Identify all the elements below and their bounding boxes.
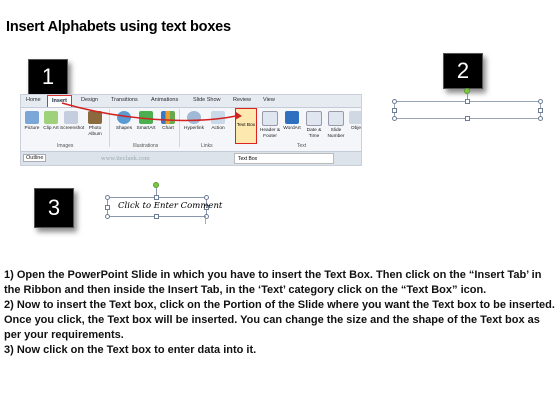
instruction-step-2: 2) Now to insert the Text box, click on the Portion of the Slide where you want the Text box to be inserted. Once you click, the Text box will be inserted. You can change the size and the shape of the Text box as per your requirements. bbox=[4, 299, 555, 341]
tab-home[interactable]: Home bbox=[26, 97, 41, 103]
instructions bbox=[4, 268, 556, 358]
watermark-text: www.iteclank.com bbox=[101, 155, 150, 162]
text-box-tooltip: Text Box bbox=[234, 153, 334, 164]
empty-text-box[interactable] bbox=[394, 101, 541, 119]
header-footer-button[interactable]: Header & Footer bbox=[259, 111, 281, 139]
resize-handle[interactable] bbox=[538, 99, 543, 104]
resize-handle[interactable] bbox=[204, 195, 209, 200]
text-box-button[interactable]: Text Box bbox=[235, 108, 257, 144]
hyperlink-button[interactable]: Hyperlink bbox=[183, 111, 205, 132]
resize-handle[interactable] bbox=[105, 205, 110, 210]
step-1-badge: 1 bbox=[28, 59, 68, 95]
object-button[interactable]: Obje bbox=[345, 111, 362, 132]
slide-number-button[interactable]: Slide Number bbox=[325, 111, 347, 139]
tab-view[interactable]: View bbox=[263, 97, 275, 103]
screenshot-button[interactable]: Screenshot bbox=[60, 111, 82, 132]
resize-handle[interactable] bbox=[105, 214, 110, 219]
resize-handle[interactable] bbox=[154, 214, 159, 219]
tab-animations[interactable]: Animations bbox=[151, 97, 179, 103]
resize-handle[interactable] bbox=[538, 116, 543, 121]
clip-art-button[interactable]: Clip Art bbox=[40, 111, 62, 132]
action-button[interactable]: Action bbox=[207, 111, 229, 132]
chart-button[interactable]: Chart bbox=[157, 111, 179, 132]
step-3-badge: 3 bbox=[34, 188, 74, 228]
tab-slide-show[interactable]: Slide Show bbox=[193, 97, 221, 103]
picture-button[interactable]: Picture bbox=[21, 111, 43, 132]
resize-handle[interactable] bbox=[154, 195, 159, 200]
tab-design[interactable]: Design bbox=[81, 97, 99, 103]
page-title: Insert Alphabets using text boxes bbox=[6, 19, 231, 35]
resize-handle[interactable] bbox=[392, 108, 397, 113]
outline-tab[interactable]: Outline bbox=[23, 154, 46, 162]
group-label-links: Links bbox=[201, 143, 213, 149]
smartart-button[interactable]: SmartArt bbox=[135, 111, 157, 132]
resize-handle[interactable] bbox=[465, 99, 470, 104]
wordart-button[interactable]: WordArt bbox=[281, 111, 303, 132]
photo-album-button[interactable]: Photo Album bbox=[84, 111, 106, 137]
resize-handle[interactable] bbox=[392, 116, 397, 121]
instruction-step-1: 1) Open the PowerPoint Slide in which you have to insert the Text Box. Then click on the “Insert Tab’ in the Ribbon and then inside the Insert Tab, in the ‘Text’ category click on the “Text Box” icon. bbox=[4, 269, 542, 296]
text-box-content[interactable]: Click to Enter Comment bbox=[118, 201, 223, 211]
step-2-badge: 2 bbox=[443, 53, 483, 89]
group-label-images: Images bbox=[57, 143, 74, 149]
resize-handle[interactable] bbox=[392, 99, 397, 104]
text-cursor-mark bbox=[205, 216, 206, 224]
resize-handle[interactable] bbox=[465, 116, 470, 121]
tab-transitions[interactable]: Transitions bbox=[111, 97, 138, 103]
shapes-button[interactable]: Shapes bbox=[113, 111, 135, 132]
comment-text-box[interactable] bbox=[107, 197, 223, 217]
tab-review[interactable]: Review bbox=[233, 97, 252, 103]
tab-insert[interactable]: Insert bbox=[47, 95, 72, 107]
date-time-button[interactable]: Date & Time bbox=[303, 111, 325, 139]
group-label-illustrations: Illustrations bbox=[133, 143, 159, 149]
instruction-step-3: 3) Now click on the Text box to enter data into it. bbox=[4, 344, 257, 356]
resize-handle[interactable] bbox=[538, 108, 543, 113]
resize-handle[interactable] bbox=[105, 195, 110, 200]
group-label-text: Text bbox=[297, 143, 307, 149]
